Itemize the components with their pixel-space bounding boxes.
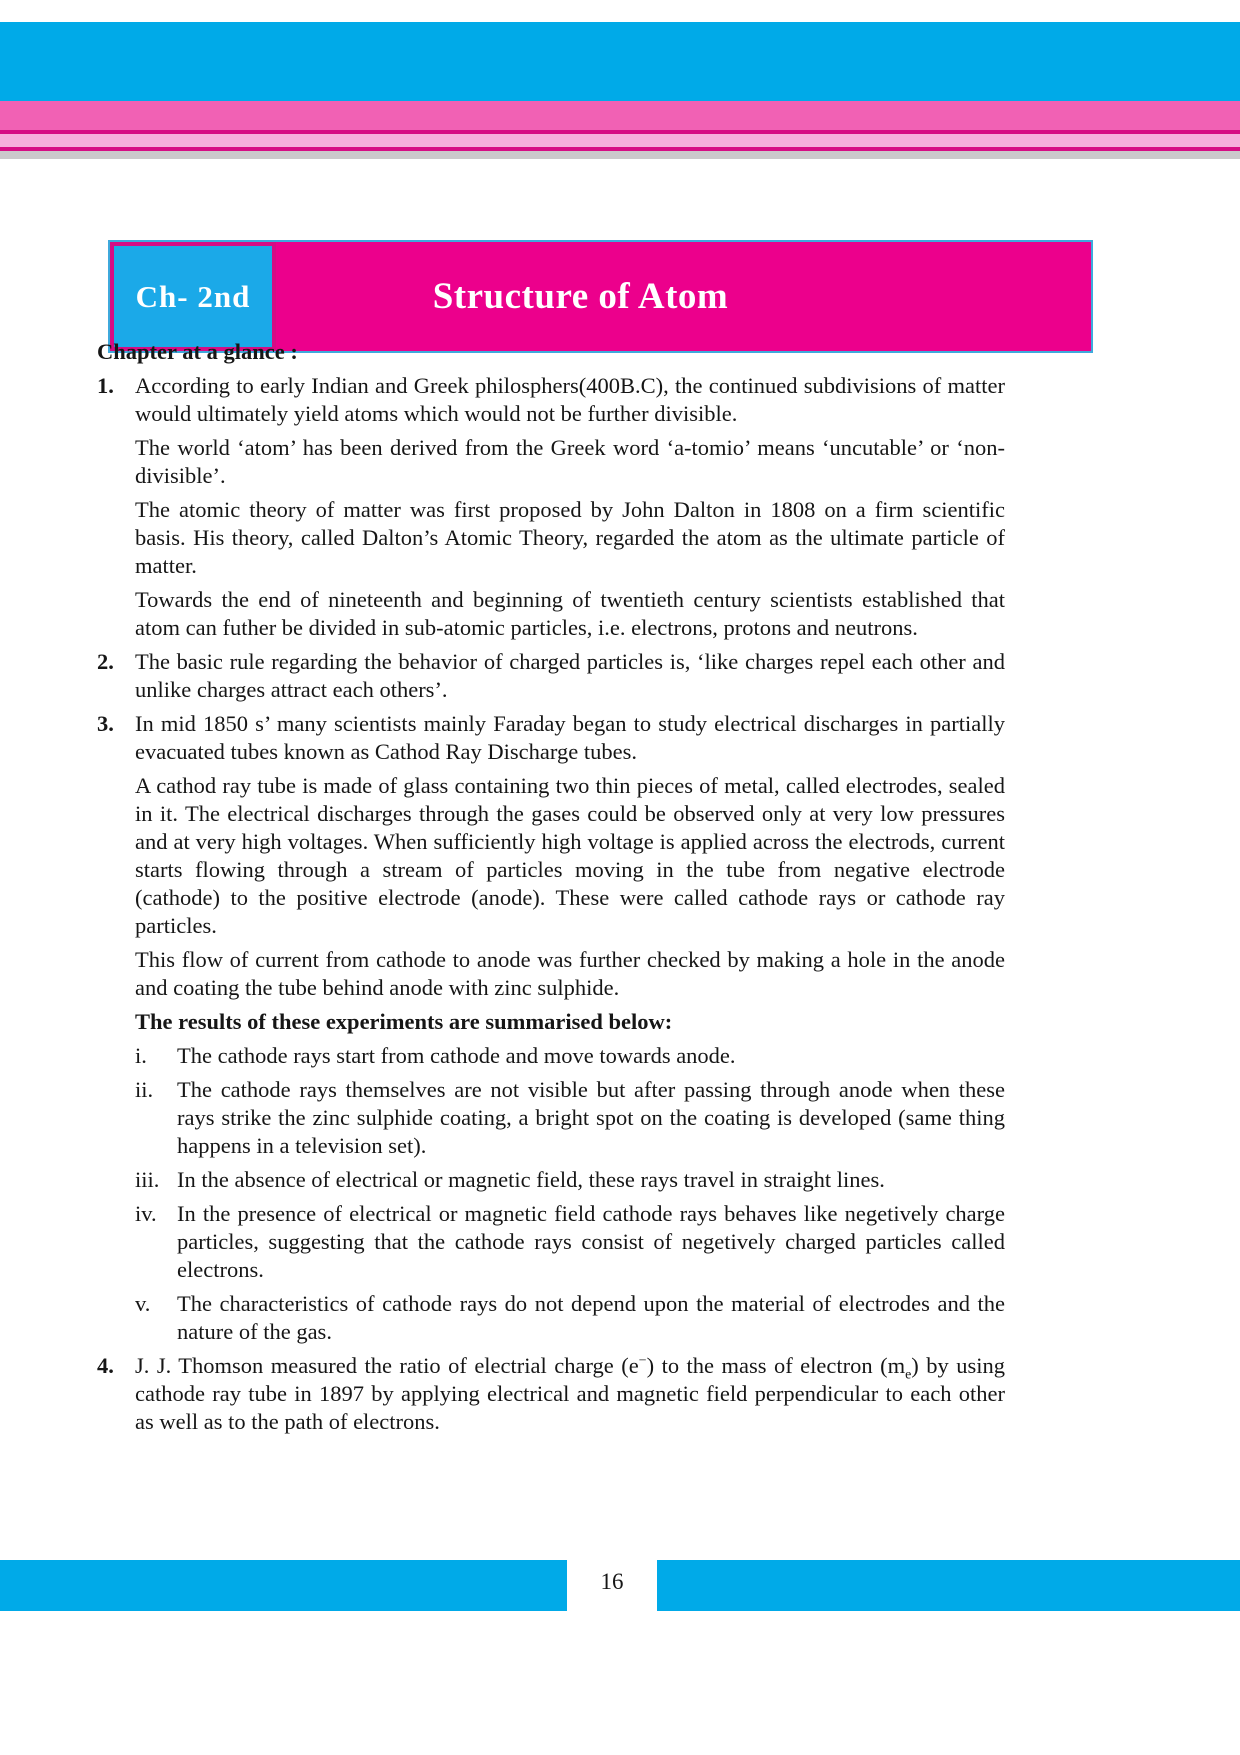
item4-superscript-minus: − bbox=[638, 1353, 647, 1369]
roman-item-ii bbox=[135, 1076, 1005, 1160]
chapter-heading: Structure of Atom bbox=[432, 276, 729, 317]
roman-item-v bbox=[135, 1290, 1005, 1346]
numbered-item-4 bbox=[97, 1352, 1005, 1436]
top-light-pink-band bbox=[0, 134, 1240, 147]
paragraph-cathode-tube: A cathod ray tube is made of glass containing two thin pieces of metal, called electrodes, sealed in it. The electrical discharges through the gases could be observed only at very low pressures and at very high voltages. When sufficiently high voltage is applied across the electrods, current starts flowing through a stream of particles moving in the tube from negative electrode (cathode) to the positive electrode (anode). These were called cathode rays or cathode ray particles. bbox=[135, 773, 1005, 938]
top-cyan-band bbox=[0, 22, 1240, 101]
item4-subscript-e: e bbox=[905, 1367, 912, 1383]
chapter-number-box bbox=[110, 242, 276, 351]
paragraph-atom-origin: The world ‘atom’ has been derived from the Greek word ‘a-tomio’ means ‘uncutable’ or ‘non-divisible’. bbox=[135, 435, 1005, 488]
numbered-item-1 bbox=[97, 372, 1005, 428]
roman-number: v. bbox=[135, 1291, 151, 1316]
page-content bbox=[97, 338, 1005, 1442]
glance-heading: Chapter at a glance : bbox=[97, 339, 298, 364]
roman-text: The characteristics of cathode rays do not depend upon the material of electrodes and the nature of the gas. bbox=[177, 1291, 1005, 1344]
footer-cyan-bar-left bbox=[0, 1560, 567, 1611]
roman-text: The cathode rays start from cathode and move towards anode. bbox=[177, 1043, 736, 1068]
chapter-title-banner bbox=[108, 240, 1093, 353]
item-number: 1. bbox=[97, 373, 114, 398]
chapter-number-label: Ch- 2nd bbox=[135, 278, 251, 314]
item-number: 4. bbox=[97, 1353, 114, 1378]
item-number: 2. bbox=[97, 649, 114, 674]
page-number: 16 bbox=[600, 1569, 624, 1594]
item4-post: ) by using cathode ray tube in 1897 by applying electrical and magnetic field perpendicular to each other as well as to the path of electrons. bbox=[135, 1353, 1005, 1434]
numbered-item-2 bbox=[97, 648, 1005, 704]
roman-number: iii. bbox=[135, 1167, 160, 1192]
footer-cyan-bar-right bbox=[657, 1560, 1240, 1611]
roman-text: The cathode rays themselves are not visible but after passing through anode when these rays strike the zinc sulphide coating, a bright spot on the coating is developed (same thing happens in a television set). bbox=[177, 1077, 1005, 1158]
paragraph-current-flow: This flow of current from cathode to anode was further checked by making a hole in the anode and coating the tube behind anode with zinc sulphide. bbox=[135, 947, 1005, 1000]
top-pink-band bbox=[0, 101, 1240, 130]
item-text: In mid 1850 s’ many scientists mainly Faraday began to study electrical discharges in partially evacuated tubes known as Cathod Ray Discharge tubes. bbox=[135, 711, 1005, 764]
numbered-item-3 bbox=[97, 710, 1005, 766]
item-text: According to early Indian and Greek philosphers(400B.C), the continued subdivisions of matter would ultimately yield atoms which would not be further divisible. bbox=[135, 373, 1005, 426]
roman-item-iii bbox=[135, 1166, 1005, 1194]
item-text bbox=[135, 1352, 1005, 1436]
roman-text: In the presence of electrical or magnetic field cathode rays behaves like negetively charge particles, suggesting that the cathode rays consist of negetively charged particles called electrons. bbox=[177, 1201, 1005, 1282]
item4-mid: ) to the mass of electron (m bbox=[646, 1353, 906, 1378]
roman-number: ii. bbox=[135, 1077, 154, 1102]
roman-text: In the absence of electrical or magnetic field, these rays travel in straight lines. bbox=[177, 1167, 885, 1192]
item-text: The basic rule regarding the behavior of charged particles is, ‘like charges repel each other and unlike charges attract each others’. bbox=[135, 649, 1005, 702]
roman-item-i bbox=[135, 1042, 1005, 1070]
item4-pre: J. J. Thomson measured the ratio of electrial charge (e bbox=[135, 1353, 639, 1378]
roman-number: iv. bbox=[135, 1201, 157, 1226]
roman-item-iv bbox=[135, 1200, 1005, 1284]
top-gray-band bbox=[0, 151, 1240, 159]
roman-number: i. bbox=[135, 1043, 147, 1068]
results-heading: The results of these experiments are summarised below: bbox=[135, 1009, 673, 1034]
paragraph-subatomic: Towards the end of nineteenth and beginning of twentieth century scientists established that atom can futher be divided in sub-atomic particles, i.e. electrons, protons and neutrons. bbox=[135, 587, 1005, 640]
paragraph-dalton: The atomic theory of matter was first proposed by John Dalton in 1808 on a firm scientific basis. His theory, called Dalton’s Atomic Theory, regarded the atom as the ultimate particle of matter. bbox=[135, 497, 1005, 578]
item-number: 3. bbox=[97, 711, 114, 736]
